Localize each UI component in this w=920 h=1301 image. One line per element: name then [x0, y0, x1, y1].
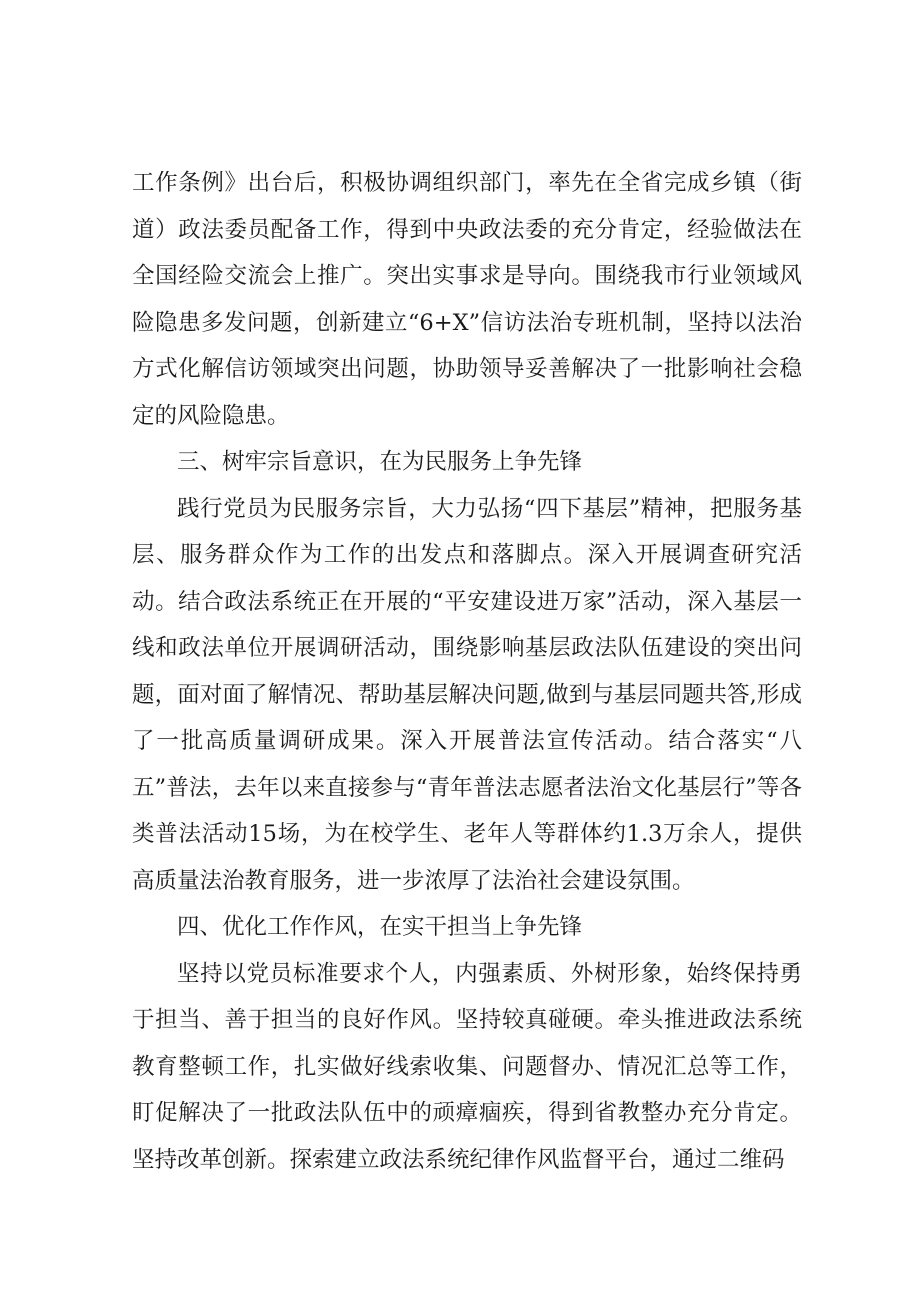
- section-heading-four: 四、优化工作作风，在实干担当上争先锋: [177, 914, 583, 940]
- document-body: [132, 160, 802, 1183]
- paragraph-service: 践行党员为民服务宗旨，大力弘扬“四下基层”精神，把服务基层、服务群众作为工作的出发点和落脚点。深入开展调查研究活动。结合政法系统正在开展的“平安建设进万家”活动，深入基层一线和政法单位开展调研活动，围绕影响基层政法队伍建设的突出问题，面对面了解情况、帮助基层解决问题,做到与基层同题共答,形成了一批高质量调研成果。深入开展普法宣传活动。结合落实“八五”普法，去年以来直接参与“青年普法志愿者法治文化基层行”等各类普法活动15场，为在校学生、老年人等群体约1.3万余人，提供高质量法治教育服务，进一步浓厚了法治社会建设氛围。: [132, 495, 802, 894]
- paragraph-continuation: 工作条例》出台后，积极协调组织部门，率先在全省完成乡镇（街道）政法委员配备工作，得到中央政法委的充分肯定，经验做法在全国经险交流会上推广。突出实事求是导向。围绕我市行业领域风险隐患多发问题，创新建立“6+X”信访法治专班机制，坚持以法治方式化解信访领域突出问题，协助领导妥善解决了一批影响社会稳定的风险隐患。: [132, 170, 802, 429]
- paragraph-work-style: 坚持以党员标准要求个人，内强素质、外树形象，始终保持勇于担当、善于担当的良好作风。坚持较真碰硬。牵头推进政法系统教育整顿工作，扎实做好线索收集、问题督办、情况汇总等工作，盯促解决了一批政法队伍中的顽瘴痼疾，得到省教整办充分肯定。坚持改革创新。探索建立政法系统纪律作风监督平台，通过二维码: [132, 960, 802, 1173]
- section-heading-three: 三、树牢宗旨意识，在为民服务上争先锋: [177, 449, 583, 475]
